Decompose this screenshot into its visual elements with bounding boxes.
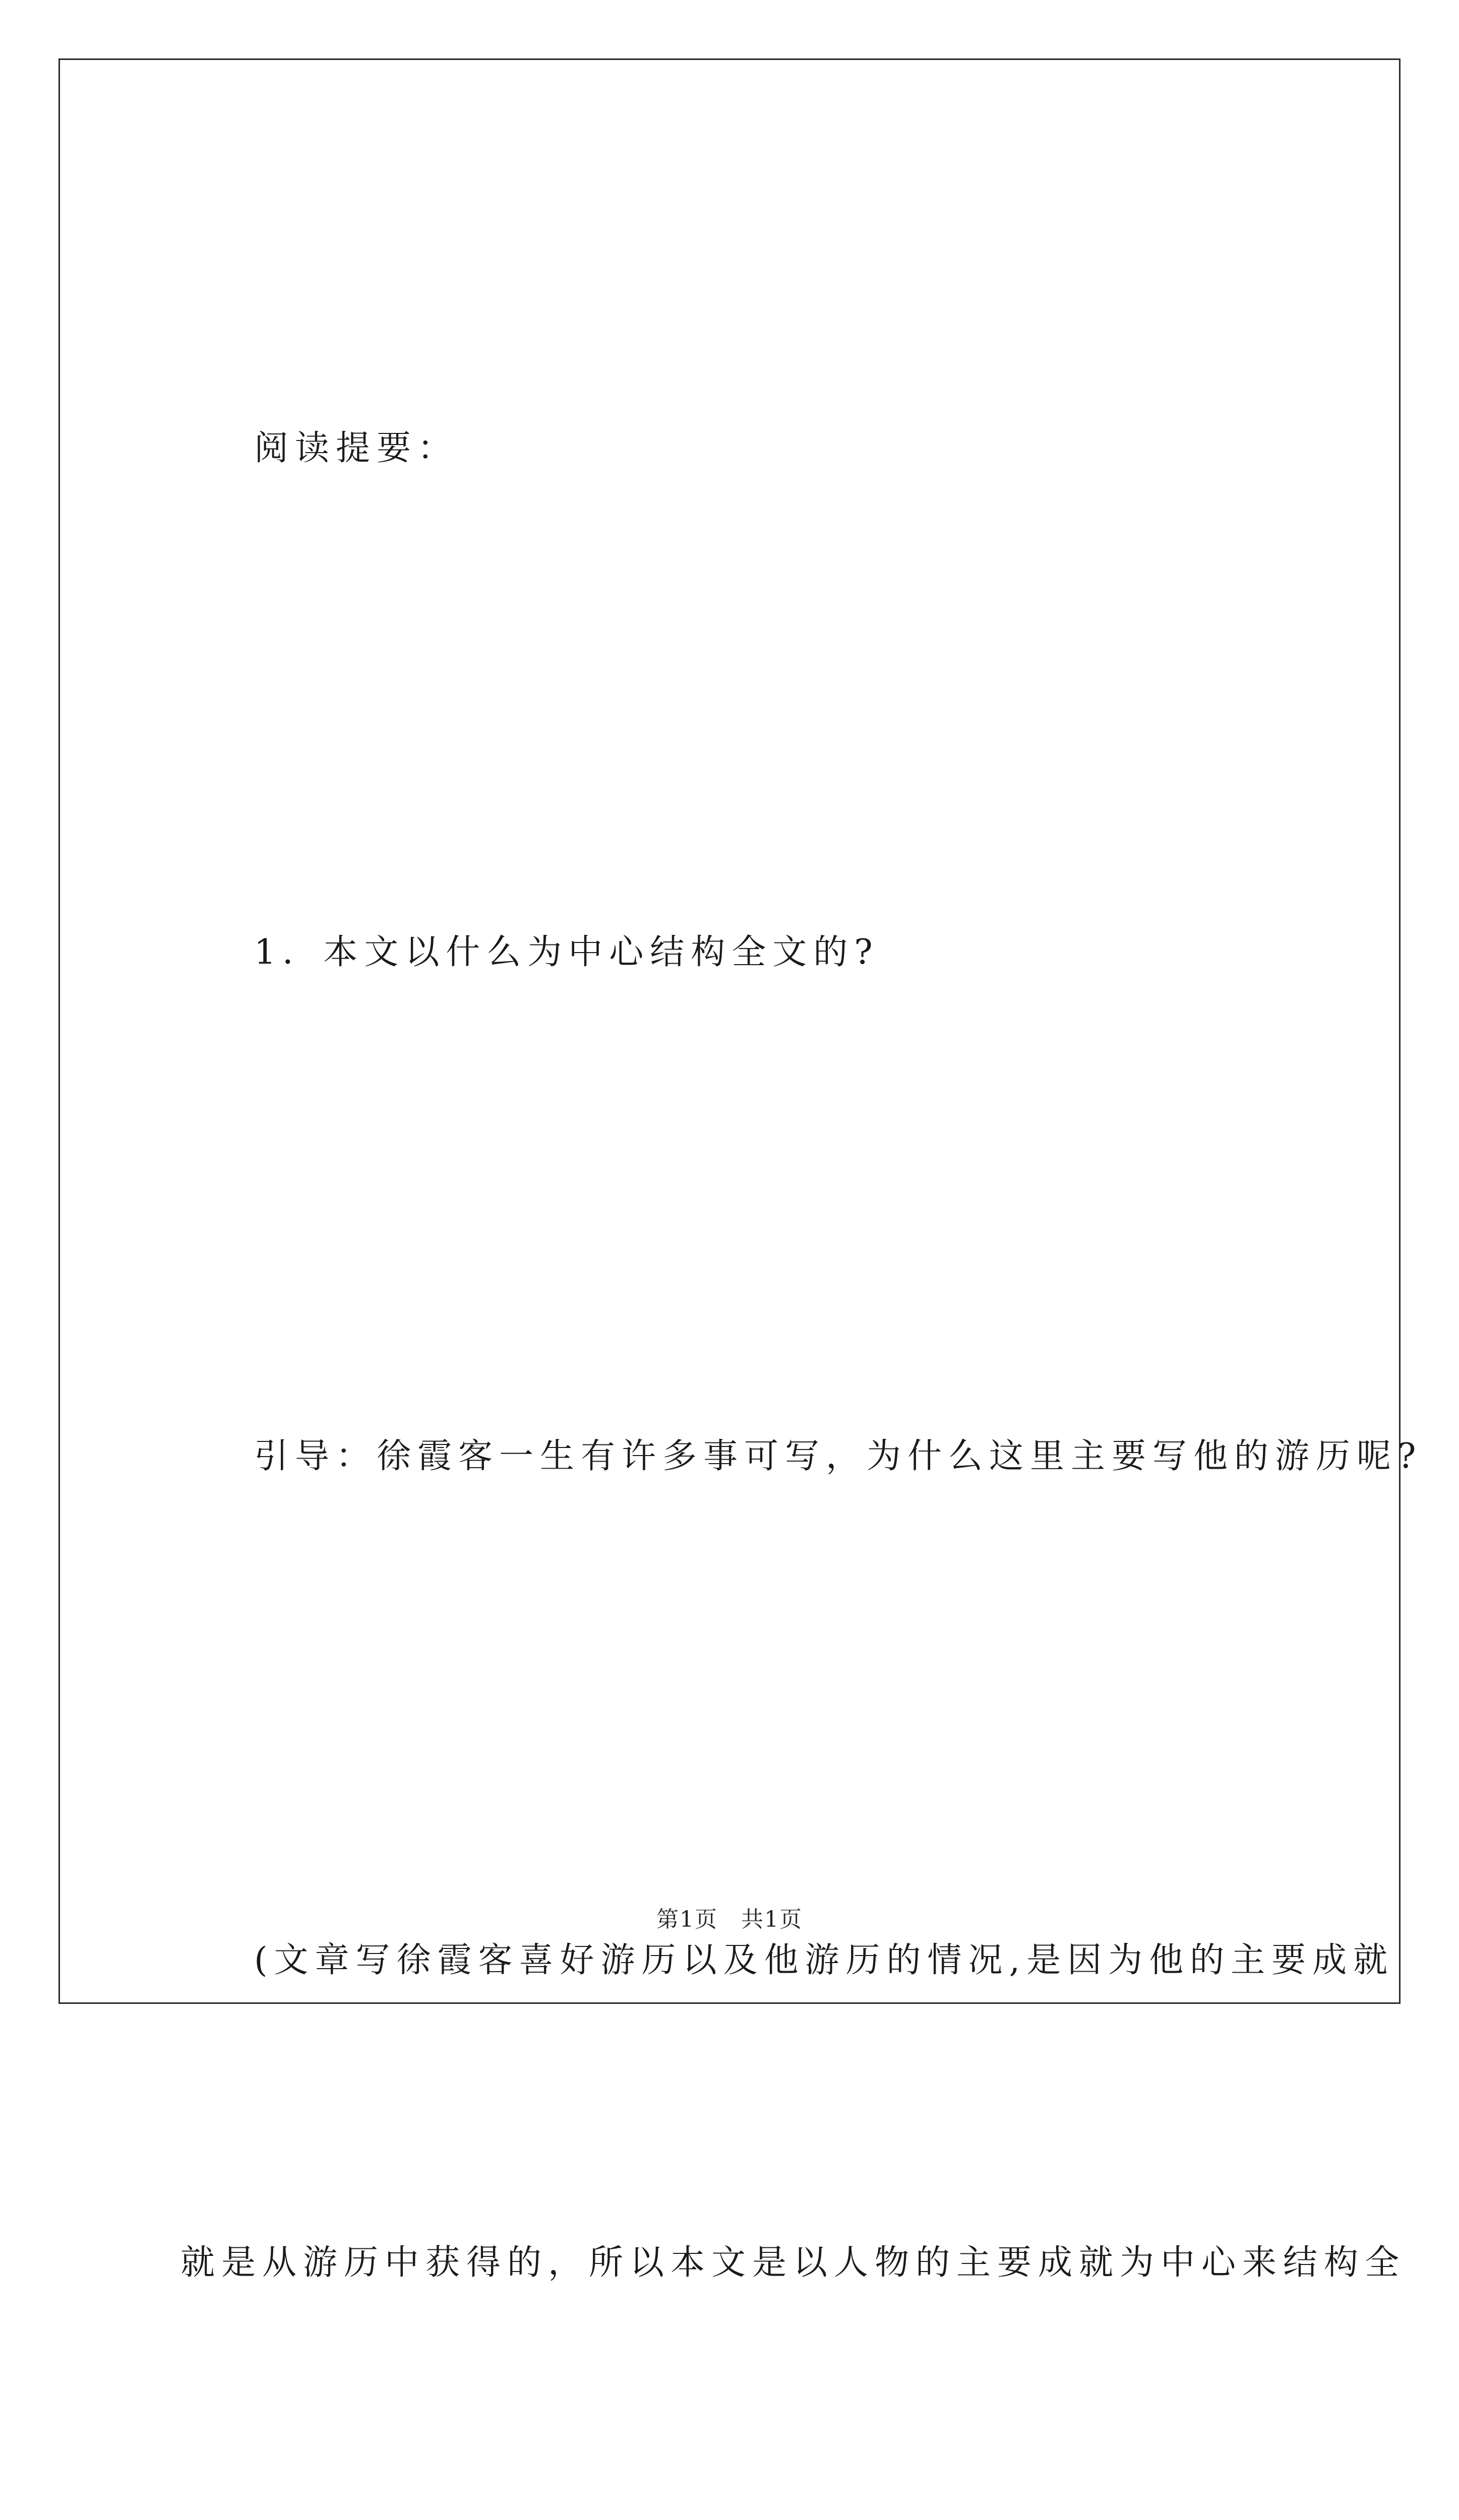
reading-guide-heading xyxy=(180,197,1285,701)
guide-1 xyxy=(180,1205,1423,1709)
text-line: (文章写徐霞客喜好游历以及他游历的情况,是因为他的主要成就 xyxy=(254,1940,1394,1980)
answer-1 xyxy=(180,1709,1406,2520)
document-body xyxy=(180,197,1423,2520)
page-number-footer: 第1页 共1页 xyxy=(656,1907,803,1932)
text-line xyxy=(180,2515,1285,2520)
text-line: 阅读提要： xyxy=(254,428,459,468)
text-line: 就是从游历中获得的，所以本文是以人物的主要成就为中心来结构全 xyxy=(180,2243,1406,2283)
text-line: 1．本文以什么为中心结构全文的? xyxy=(254,932,879,972)
question-1 xyxy=(180,701,1285,1205)
text-line: 引导：徐霞客一生有许多事可写，为什么这里主要写他的游历呢? xyxy=(254,1436,1423,1476)
